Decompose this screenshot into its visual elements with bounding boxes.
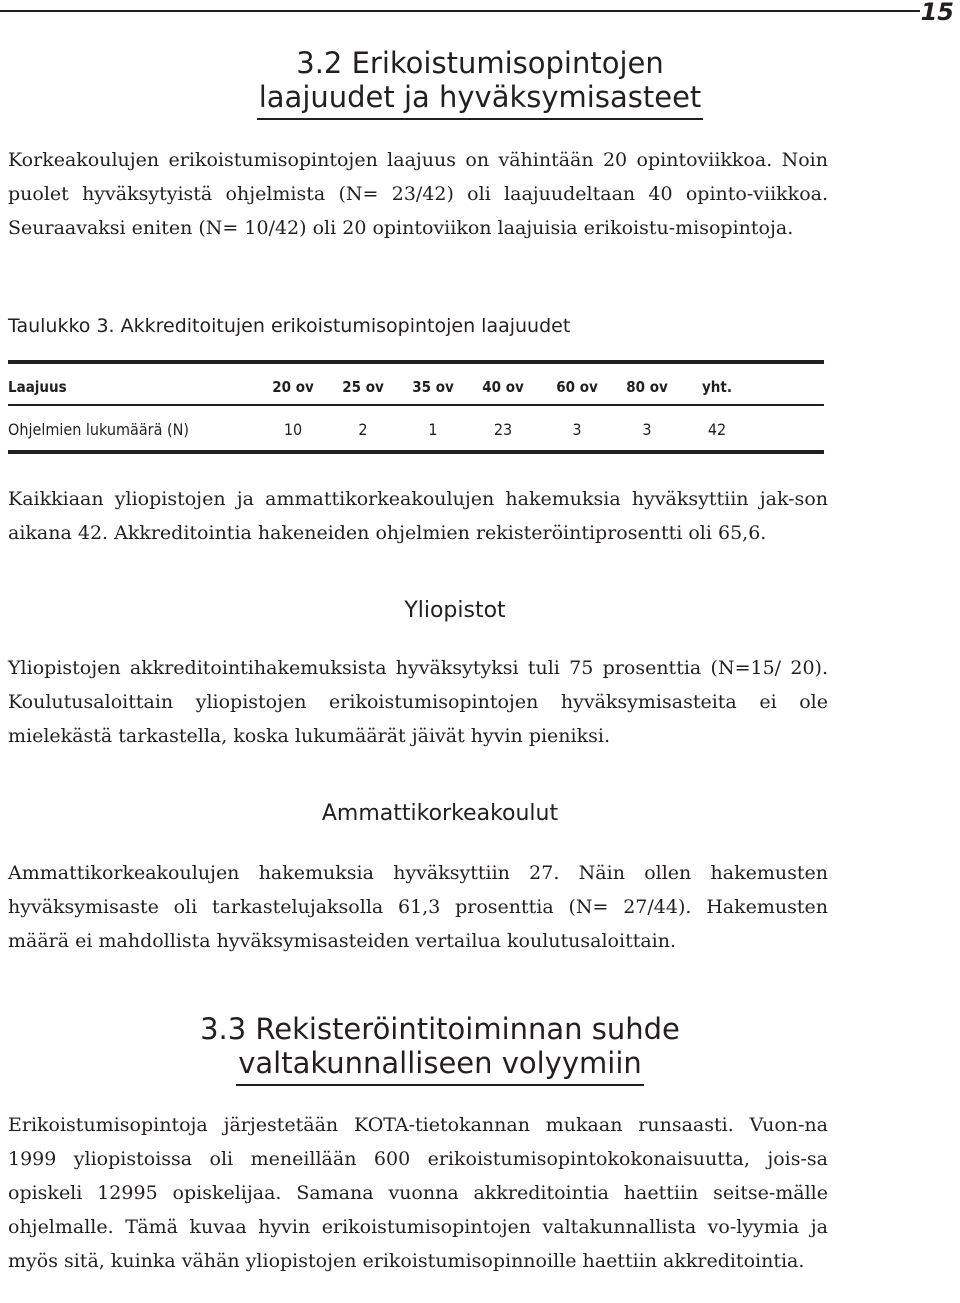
polytechnics-paragraph: Ammattikorkeakoulujen hakemuksia hyväksyttiin 27. Näin ollen hakemusten hyväksymisaste oli tarkastelujaksolla 61,3 prosenttia (N= 27/44). Hakemusten määrä ei mahdollista hyväksymisasteiden vertailua koulutusaloittain. xyxy=(8,862,828,952)
table-cell: 3 xyxy=(572,420,582,439)
section-32-title-line2: laajuudet ja hyväksymisasteet xyxy=(257,80,704,120)
table-row xyxy=(8,420,824,444)
section-33-title-line2: valtakunnalliseen volyymiin xyxy=(236,1046,644,1086)
table-cell: 23 xyxy=(493,420,513,439)
table-bottom-rule xyxy=(8,450,824,454)
table-header-cell: 35 ov xyxy=(412,378,454,396)
section-33-heading xyxy=(0,1012,960,1086)
polytechnics-heading: Ammattikorkeakoulut xyxy=(321,801,559,826)
table-header-cell: 20 ov xyxy=(272,378,314,396)
section-33-paragraph: Erikoistumisopintoja järjestetään KOTA-tietokannan mukaan runsaasti. Vuon-na 1999 yliopistoissa oli meneillään 600 erikoistumisopintokokonaisuutta, jois-sa opiskeli 12995 opiskelijaa. Samana vuonna akkreditointia haettiin seitse-mälle ohjelmalle. Tämä kuvaa hyvin erikoistumisopintojen valtakunnallista vo-lyymia ja myös sitä, kuinka vähän yliopistojen erikoistumisopinnoille haettiin akkreditointia. xyxy=(8,1114,828,1272)
section-32-paragraph: Korkeakoulujen erikoistumisopintojen laajuus on vähintään 20 opintoviikkoa. Noin puolet hyväksytyistä ohjelmista (N= 23/42) oli laajuudeltaan 40 opinto-viikkoa. Seuraavaksi eniten (N= 10/42) oli 20 opintoviikon laajuisia erikoistu-misopintoja. xyxy=(8,149,828,239)
table-header-cell: 80 ov xyxy=(626,378,668,396)
section-32-heading xyxy=(0,46,960,120)
section-33-title-line1: 3.3 Rekisteröintitoiminnan suhde xyxy=(200,1012,680,1046)
table-cell: 3 xyxy=(642,420,652,439)
table-header-cell: yht. xyxy=(702,378,732,396)
table-top-rule xyxy=(8,360,824,364)
table-cell: 2 xyxy=(358,420,368,439)
table-header-cell: 60 ov xyxy=(556,378,598,396)
table-header-rule xyxy=(8,404,824,406)
table-cell: 10 xyxy=(283,420,303,439)
table-cell: 42 xyxy=(707,420,727,439)
summary-paragraph: Kaikkiaan yliopistojen ja ammattikorkeakoulujen hakemuksia hyväksyttiin jak-son aikana 42. Akkreditointia hakeneiden ohjelmien rekisteröintiprosentti oli 65,6. xyxy=(8,488,828,544)
table-cell: Ohjelmien lukumäärä (N) xyxy=(8,420,189,439)
section-32-title-line1: 3.2 Erikoistumisopintojen xyxy=(296,46,664,80)
page-number: 15 xyxy=(920,0,954,26)
table-header-cell: 40 ov xyxy=(482,378,524,396)
header-rule xyxy=(0,10,920,12)
universities-paragraph: Yliopistojen akkreditointihakemuksista hyväksytyksi tuli 75 prosenttia (N=15/ 20). Koulutusaloittain yliopistojen erikoistumisopintojen hyväksymisasteita ei ole mielekästä tarkastella, koska lukumäärät jäivät hyvin pieniksi. xyxy=(8,657,828,747)
table-header-cell: Laajuus xyxy=(8,378,67,396)
table-header-row xyxy=(8,378,824,402)
table-caption: Taulukko 3. Akkreditoitujen erikoistumisopintojen laajuudet xyxy=(8,315,571,337)
table-cell: 1 xyxy=(428,420,438,439)
table-header-cell: 25 ov xyxy=(342,378,384,396)
universities-heading: Yliopistot xyxy=(404,598,506,623)
